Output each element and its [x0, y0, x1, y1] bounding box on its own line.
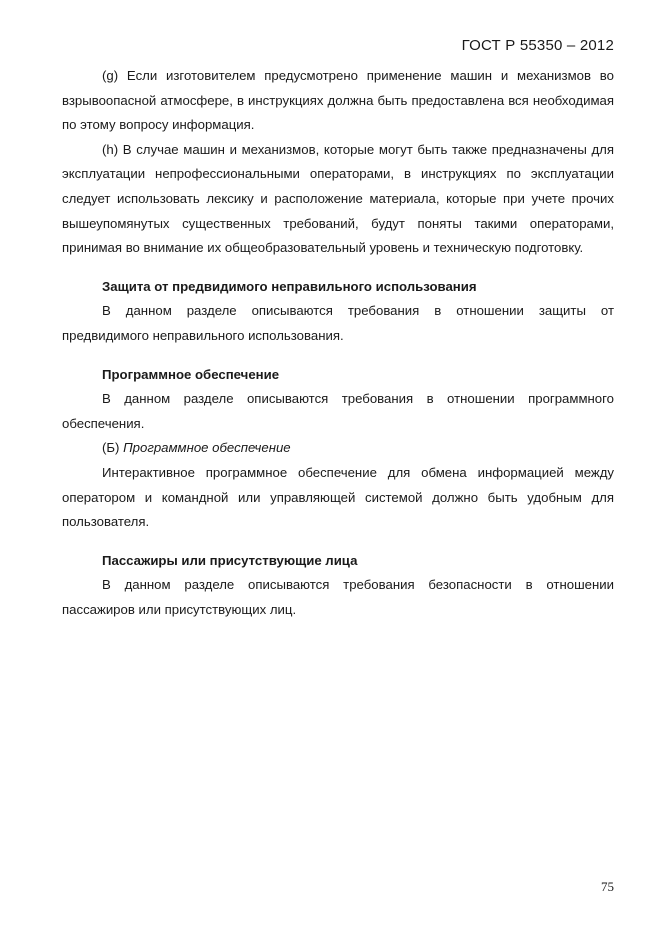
- subitem-title: Программное обеспечение: [123, 440, 291, 456]
- paragraph-h: (h) В случае машин и механизмов, которые могут быть также предназначены для эксплуатации непрофессиональными операторами, в инструкциях по эксплуатации следует использовать лексику и расположение материала, которые при учете прочих вышеупомянутых существенных требований, будут поняты такими операторами, принимая во внимание их общеобразовательный уровень и техническую подготовку.: [62, 141, 614, 256]
- paragraph-misuse: В данном разделе описываются требования в отношении защиты от предвидимого неправильного использования.: [62, 303, 614, 343]
- page-number: 75: [601, 879, 614, 894]
- heading-software: Программное обеспечение: [102, 366, 280, 382]
- paragraph-g: (g) Если изготовителем предусмотрено применение машин и механизмов во взрывоопасной атмосфере, в инструкциях должна быть предоставлена вся необходимая по этому вопросу информация.: [62, 68, 614, 133]
- subitem-prefix: (Б): [102, 440, 124, 456]
- heading-passengers: Пассажиры или присутствующие лица: [102, 552, 358, 568]
- paragraph-passengers: В данном разделе описываются требования безопасности в отношении пассажиров или присутствующих лиц.: [62, 577, 614, 617]
- software-subitem: [62, 436, 614, 461]
- document-header: ГОСТ Р 55350 – 2012: [461, 37, 614, 54]
- heading-misuse: Защита от предвидимого неправильного использования: [102, 278, 477, 294]
- document-body: [62, 64, 614, 622]
- document-page: [62, 0, 614, 935]
- paragraph-software: В данном разделе описываются требования в отношении программного обеспечения.: [62, 391, 614, 431]
- paragraph-software-detail: Интерактивное программное обеспечение для обмена информацией между оператором и командной или управляющей системой должно быть удобным для пользователя.: [62, 464, 614, 530]
